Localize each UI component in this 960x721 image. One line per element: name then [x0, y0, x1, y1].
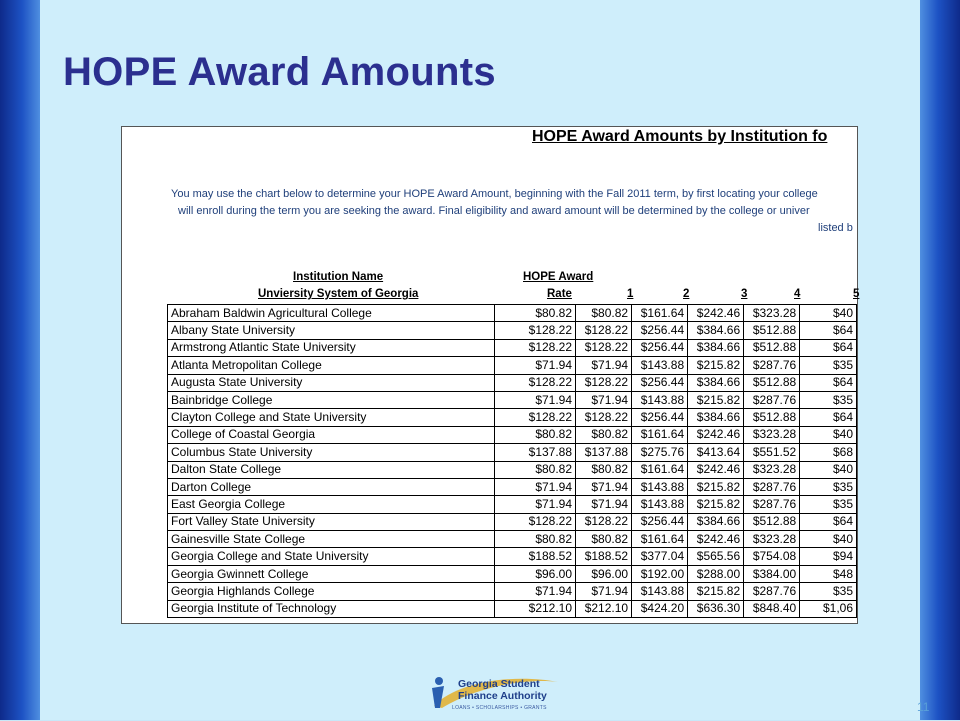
amount-cell: $48 [800, 565, 857, 582]
amount-cell: $64 [800, 322, 857, 339]
left-side-bar [0, 0, 40, 720]
amount-cell: $512.88 [744, 322, 800, 339]
amount-cell: $256.44 [632, 374, 688, 391]
award-table [167, 304, 857, 618]
institution-cell: Atlanta Metropolitan College [168, 357, 495, 374]
intro-line-2: will enroll during the term you are seeking the award. Final eligibility and award amount will be determined by the college or univer [178, 205, 810, 217]
amount-cell: $512.88 [744, 409, 800, 426]
amount-cell: $215.82 [688, 478, 744, 495]
amount-cell: $161.64 [632, 426, 688, 443]
institution-cell: Clayton College and State University [168, 409, 495, 426]
amount-cell: $71.94 [495, 391, 576, 408]
table-row [168, 478, 857, 495]
amount-cell: $80.82 [576, 461, 632, 478]
institution-cell: East Georgia College [168, 496, 495, 513]
amount-cell: $137.88 [495, 444, 576, 461]
amount-cell: $256.44 [632, 339, 688, 356]
header-col-5: 5 [853, 288, 860, 300]
amount-cell: $848.40 [744, 600, 800, 617]
table-row [168, 513, 857, 530]
table-row [168, 339, 857, 356]
intro-line-3: listed b [818, 222, 853, 234]
amount-cell: $215.82 [688, 496, 744, 513]
amount-cell: $40 [800, 461, 857, 478]
amount-cell: $161.64 [632, 305, 688, 322]
logo-line-1: Georgia Student [458, 678, 540, 690]
header-institution-name: Institution Name [293, 271, 384, 283]
amount-cell: $384.66 [688, 513, 744, 530]
amount-cell: $128.22 [495, 322, 576, 339]
institution-cell: Albany State University [168, 322, 495, 339]
amount-cell: $1,06 [800, 600, 857, 617]
table-row [168, 600, 857, 617]
amount-cell: $215.82 [688, 391, 744, 408]
table-row [168, 444, 857, 461]
header-col-2: 2 [683, 288, 690, 300]
amount-cell: $64 [800, 339, 857, 356]
amount-cell: $215.82 [688, 357, 744, 374]
amount-cell: $71.94 [576, 357, 632, 374]
amount-cell: $143.88 [632, 478, 688, 495]
amount-cell: $384.00 [744, 565, 800, 582]
slide-title: HOPE Award Amounts [63, 50, 496, 94]
right-side-bar [920, 0, 960, 720]
amount-cell: $71.94 [576, 478, 632, 495]
institution-cell: College of Coastal Georgia [168, 426, 495, 443]
amount-cell: $143.88 [632, 357, 688, 374]
amount-cell: $94 [800, 548, 857, 565]
header-rate: Rate [547, 288, 572, 300]
amount-cell: $71.94 [495, 357, 576, 374]
table-row [168, 357, 857, 374]
table-row [168, 409, 857, 426]
table-row [168, 531, 857, 548]
amount-cell: $424.20 [632, 600, 688, 617]
amount-cell: $80.82 [495, 426, 576, 443]
amount-cell: $71.94 [495, 496, 576, 513]
amount-cell: $68 [800, 444, 857, 461]
institution-cell: Columbus State University [168, 444, 495, 461]
amount-cell: $96.00 [495, 565, 576, 582]
amount-cell: $377.04 [632, 548, 688, 565]
amount-cell: $128.22 [495, 513, 576, 530]
amount-cell: $256.44 [632, 409, 688, 426]
amount-cell: $128.22 [495, 339, 576, 356]
amount-cell: $188.52 [495, 548, 576, 565]
amount-cell: $323.28 [744, 305, 800, 322]
amount-cell: $80.82 [495, 305, 576, 322]
table-row [168, 496, 857, 513]
amount-cell: $71.94 [495, 478, 576, 495]
amount-cell: $161.64 [632, 531, 688, 548]
amount-cell: $80.82 [495, 461, 576, 478]
sheet-title: HOPE Award Amounts by Institution fo [532, 128, 828, 145]
amount-cell: $80.82 [495, 531, 576, 548]
institution-cell: Armstrong Atlantic State University [168, 339, 495, 356]
table-row [168, 461, 857, 478]
institution-cell: Georgia Highlands College [168, 583, 495, 600]
amount-cell: $512.88 [744, 374, 800, 391]
logo-line-2: Finance Authority [458, 690, 547, 702]
institution-cell: Dalton State College [168, 461, 495, 478]
amount-cell: $35 [800, 357, 857, 374]
amount-cell: $323.28 [744, 531, 800, 548]
intro-line-1: You may use the chart below to determine your HOPE Award Amount, beginning with the Fall 2011 term, by first locating your college [171, 188, 818, 200]
logo-tagline: LOANS • SCHOLARSHIPS • GRANTS [452, 705, 547, 711]
header-col-3: 3 [741, 288, 748, 300]
amount-cell: $40 [800, 426, 857, 443]
amount-cell: $192.00 [632, 565, 688, 582]
amount-cell: $80.82 [576, 426, 632, 443]
amount-cell: $551.52 [744, 444, 800, 461]
institution-cell: Fort Valley State University [168, 513, 495, 530]
header-col-1: 1 [627, 288, 634, 300]
amount-cell: $128.22 [495, 374, 576, 391]
amount-cell: $71.94 [576, 583, 632, 600]
amount-cell: $188.52 [576, 548, 632, 565]
header-col-4: 4 [794, 288, 801, 300]
table-row [168, 583, 857, 600]
amount-cell: $64 [800, 513, 857, 530]
institution-cell: Georgia Gwinnett College [168, 565, 495, 582]
amount-cell: $384.66 [688, 322, 744, 339]
amount-cell: $242.46 [688, 531, 744, 548]
gsfa-logo [428, 672, 562, 716]
amount-cell: $128.22 [576, 409, 632, 426]
amount-cell: $71.94 [576, 496, 632, 513]
amount-cell: $35 [800, 496, 857, 513]
institution-cell: Gainesville State College [168, 531, 495, 548]
amount-cell: $128.22 [576, 322, 632, 339]
amount-cell: $413.64 [688, 444, 744, 461]
amount-cell: $287.76 [744, 391, 800, 408]
amount-cell: $35 [800, 391, 857, 408]
institution-cell: Bainbridge College [168, 391, 495, 408]
amount-cell: $212.10 [495, 600, 576, 617]
amount-cell: $242.46 [688, 461, 744, 478]
amount-cell: $323.28 [744, 461, 800, 478]
header-hope-award: HOPE Award [523, 271, 594, 283]
table-row [168, 391, 857, 408]
amount-cell: $137.88 [576, 444, 632, 461]
amount-cell: $64 [800, 374, 857, 391]
amount-cell: $512.88 [744, 339, 800, 356]
amount-cell: $636.30 [688, 600, 744, 617]
amount-cell: $40 [800, 531, 857, 548]
amount-cell: $287.76 [744, 583, 800, 600]
institution-cell: Abraham Baldwin Agricultural College [168, 305, 495, 322]
table-row [168, 426, 857, 443]
amount-cell: $242.46 [688, 426, 744, 443]
table-row [168, 565, 857, 582]
amount-cell: $275.76 [632, 444, 688, 461]
amount-cell: $323.28 [744, 426, 800, 443]
amount-cell: $128.22 [576, 339, 632, 356]
amount-cell: $212.10 [576, 600, 632, 617]
amount-cell: $288.00 [688, 565, 744, 582]
amount-cell: $35 [800, 583, 857, 600]
amount-cell: $384.66 [688, 339, 744, 356]
amount-cell: $35 [800, 478, 857, 495]
award-table-body [168, 305, 857, 618]
table-row [168, 305, 857, 322]
amount-cell: $143.88 [632, 496, 688, 513]
amount-cell: $96.00 [576, 565, 632, 582]
table-row [168, 374, 857, 391]
amount-cell: $143.88 [632, 583, 688, 600]
amount-cell: $242.46 [688, 305, 744, 322]
amount-cell: $512.88 [744, 513, 800, 530]
table-row [168, 322, 857, 339]
amount-cell: $287.76 [744, 357, 800, 374]
amount-cell: $565.56 [688, 548, 744, 565]
amount-cell: $161.64 [632, 461, 688, 478]
amount-cell: $40 [800, 305, 857, 322]
amount-cell: $215.82 [688, 583, 744, 600]
amount-cell: $80.82 [576, 531, 632, 548]
amount-cell: $128.22 [576, 513, 632, 530]
amount-cell: $71.94 [495, 583, 576, 600]
amount-cell: $256.44 [632, 322, 688, 339]
institution-cell: Georgia College and State University [168, 548, 495, 565]
institution-cell: Darton College [168, 478, 495, 495]
amount-cell: $128.22 [495, 409, 576, 426]
page-number: 11 [917, 700, 930, 714]
amount-cell: $754.08 [744, 548, 800, 565]
amount-cell: $287.76 [744, 478, 800, 495]
amount-cell: $287.76 [744, 496, 800, 513]
table-row [168, 548, 857, 565]
amount-cell: $384.66 [688, 409, 744, 426]
amount-cell: $71.94 [576, 391, 632, 408]
institution-cell: Augusta State University [168, 374, 495, 391]
amount-cell: $80.82 [576, 305, 632, 322]
amount-cell: $143.88 [632, 391, 688, 408]
amount-cell: $384.66 [688, 374, 744, 391]
institution-cell: Georgia Institute of Technology [168, 600, 495, 617]
header-university-system: Unviersity System of Georgia [258, 288, 419, 300]
amount-cell: $256.44 [632, 513, 688, 530]
spreadsheet-image [121, 126, 858, 624]
amount-cell: $128.22 [576, 374, 632, 391]
amount-cell: $64 [800, 409, 857, 426]
